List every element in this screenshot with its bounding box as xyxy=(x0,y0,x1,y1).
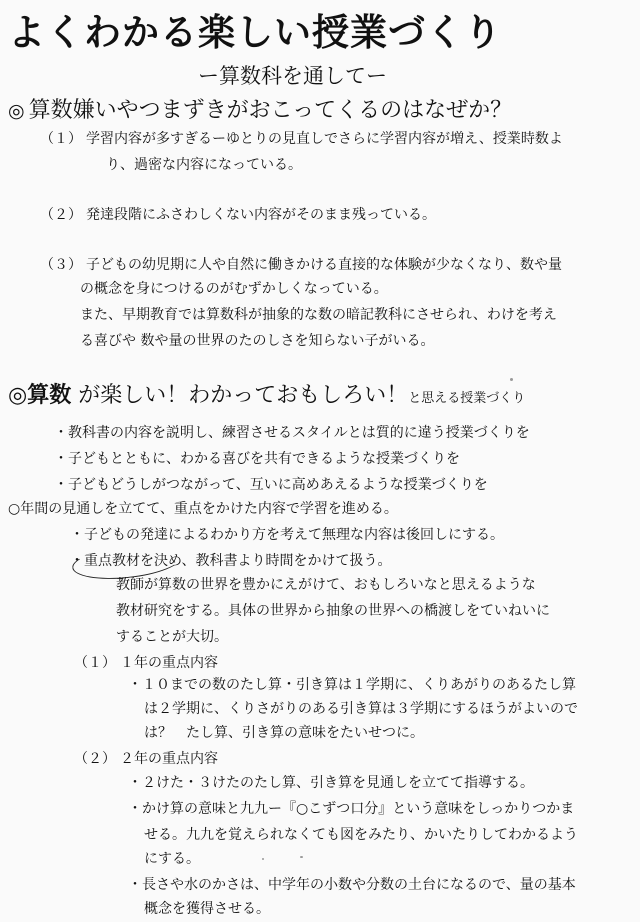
plan-note-line-2: 教材研究をする。具体の世界から抽象の世界への橋渡しをていねいに xyxy=(116,603,550,619)
grade1-line-3: は？ たし算、引き算の意味をたいせつに。 xyxy=(144,725,424,741)
grade1-line-1: ・１０までの数のたし算・引き算は１学期に、くりあがりのあるたし算 xyxy=(128,677,576,693)
grade2-item-2-line-1: ・かけ算の意味と九九ー『○こずつ口分』という意味をしっかりつかま xyxy=(128,801,575,817)
annual-plan: ○年間の見通しを立てて、重点をかけた内容で学習を進める。 xyxy=(8,501,398,517)
grade2-heading xyxy=(74,746,218,772)
double-circle-icon: ◎ xyxy=(8,383,28,408)
double-circle-icon: ◎ xyxy=(8,100,25,122)
item-number: （１） xyxy=(40,131,82,147)
section2-bullet-3: ・子どもどうしがつながって、互いに高めあえるような授業づくりを xyxy=(54,477,488,493)
plan-note-line-3: することが大切。 xyxy=(116,629,228,645)
grade2-item-2-line-2: せる。九九を覚えられなくても図をみたり、かいたりしてわかるよう xyxy=(144,827,578,843)
section1-item-1-line-2: り、過密な内容になっている。 xyxy=(106,157,302,173)
section2-heading-math: 算数 xyxy=(27,383,72,408)
grade1-label: １年の重点内容 xyxy=(120,655,218,671)
section1-item-3 xyxy=(40,252,562,278)
page-subtitle: ー算数科を通してー xyxy=(198,64,387,88)
grade1-line-2: は２学期に、くりさがりのある引き算は３学期にするほうがよいので xyxy=(144,701,578,717)
scan-speck xyxy=(300,856,303,858)
section2-bullet-2: ・子どもとともに、わかる喜びを共有できるような授業づくりを xyxy=(54,451,460,467)
item-number: （１） xyxy=(74,655,116,671)
item-number: （２） xyxy=(40,207,82,223)
page-title: よくわかる楽しい授業づくり xyxy=(8,11,502,54)
plan-bullet-1: ・子どもの発達によるわかり方を考えて無理な内容は後回しにする。 xyxy=(70,527,504,543)
section1-item-3-line-3: また、早期教育では算数科が抽象的な数の暗記教科にさせられ、わけを考え xyxy=(80,307,557,323)
grade2-item-2-line-3: にする。 xyxy=(144,851,200,867)
section1-item-2 xyxy=(40,202,436,228)
grade2-label: ２年の重点内容 xyxy=(120,751,218,767)
grade2-item-3-line-2: 概念を獲得させる。 xyxy=(144,901,270,917)
item-number: （２） xyxy=(74,751,116,767)
plan-bullet-2: ・重点教材を決め、教科書より時間をかけて扱う。 xyxy=(70,553,392,569)
section2-heading-main: が楽しい！わかっておもしろい！ xyxy=(71,383,409,408)
item-line: 学習内容が多すぎるーゆとりの見直しでさらに学習内容が増え、授業時数よ xyxy=(86,131,563,147)
section1-heading-text: 算数嫌いやつまずきがおこってくるのはなぜか？ xyxy=(28,98,513,123)
item-line: 子どもの幼児期に人や自然に働きかける直接的な体験が少なくなり、数や量 xyxy=(86,257,562,273)
item-line: 発達段階にふさわしくない内容がそのまま残っている。 xyxy=(86,207,436,223)
item-number: （３） xyxy=(40,257,82,273)
section2-bullet-1: ・教科書の内容を説明し、練習させるスタイルとは質的に違う授業づくりを xyxy=(54,425,530,441)
section1-item-3-line-2: の概念を身につけるのがむずかしくなっている。 xyxy=(80,281,388,297)
grade2-item-3-line-1: ・長さや水のかさは、中学年の小数や分数の土台になるので、量の基本 xyxy=(128,877,576,893)
section2-heading-tail: と思える授業づくり xyxy=(408,391,526,406)
section1-item-1 xyxy=(40,126,563,152)
scan-speck xyxy=(510,378,513,381)
section1-heading xyxy=(8,93,512,124)
scan-speck xyxy=(262,858,264,860)
section1-item-3-line-4: る喜びや 数や量の世界のたのしさを知らない子がいる。 xyxy=(80,333,435,349)
plan-note-line-1: 教師が算数の世界を豊かにえがけて、おもしろいなと思えるような xyxy=(116,577,536,593)
grade2-item-1: ・２けた・３けたのたし算、引き算を見通しを立てて指導する。 xyxy=(128,775,534,791)
section2-heading xyxy=(8,378,525,409)
